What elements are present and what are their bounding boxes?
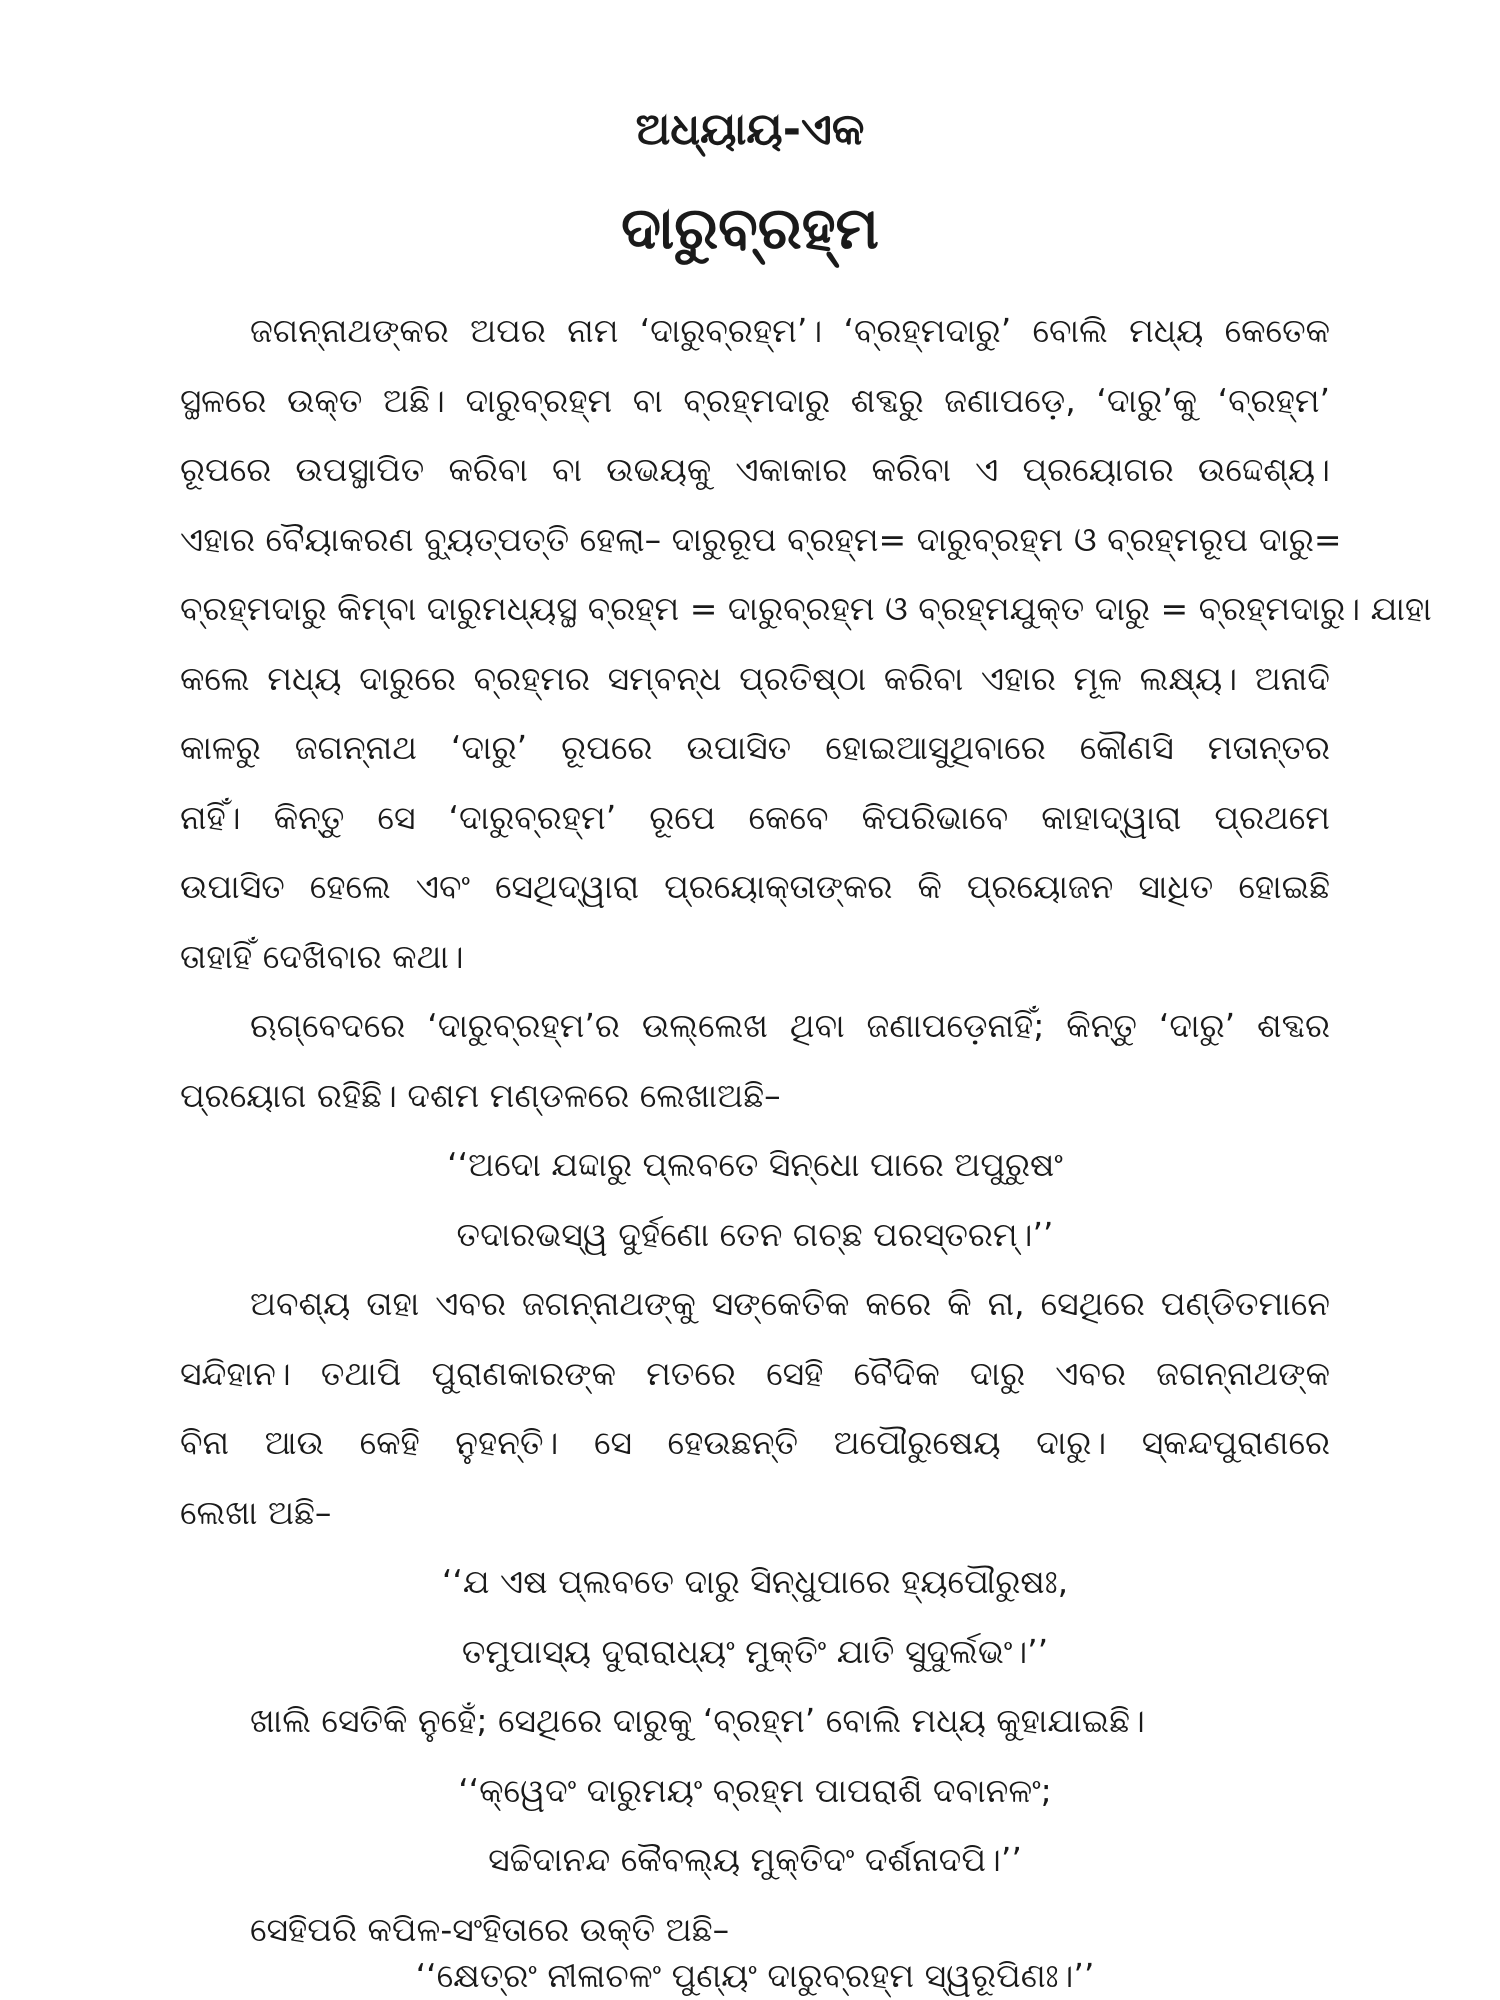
text-line: ଜଗନ୍ନାଥଙ୍କର ଅପର ନାମ ‘ଦାରୁବ୍ରହ୍ମ’। ‘ବ୍ରହ୍ମଦାରୁ’ ବୋଲି ମଧ୍ୟ କେତେକ xyxy=(250,311,1330,350)
text-line: ସେହିପରି କପିଳ-ସଂହିତାରେ ଉକ୍ତି ଅଛି– xyxy=(250,1910,730,1949)
text-line: ସନ୍ଦିହାନ। ତଥାପି ପୁରାଣକାରଙ୍କ ମତରେ ସେହି ବୈଦିକ ଦାରୁ ଏବର ଜଗନ୍ନାଥଙ୍କ xyxy=(180,1354,1330,1393)
chapter-heading: ଅଧ୍ୟାୟ-ଏକ xyxy=(635,104,865,155)
text-line: ବ୍ରହ୍ମଦାରୁ କିମ୍ବା ଦାରୁମଧ୍ୟସ୍ଥ ବ୍ରହ୍ମ = ଦାରୁବ୍ରହ୍ମ ଓ ବ୍ରହ୍ମଯୁକ୍ତ ଦାରୁ = ବ୍ରହ୍ମଦାରୁ। ଯାହା xyxy=(180,589,1432,628)
text-line: ବିନା ଆଉ କେହି ନୁହନ୍ତି। ସେ ହେଉଛନ୍ତି ଅପୌରୁଷେୟ ଦାରୁ। ସ୍କନ୍ଦପୁରାଣରେ xyxy=(180,1423,1330,1462)
text-line: କଲେ ମଧ୍ୟ ଦାରୁରେ ବ୍ରହ୍ମର ସମ୍ବନ୍ଧ ପ୍ରତିଷ୍ଠା କରିବା ଏହାର ମୂଳ ଲକ୍ଷ୍ୟ। ଅନାଦି xyxy=(180,659,1330,698)
page-title: ଦାରୁବ୍ରହ୍ମ xyxy=(621,194,879,262)
text-line: ଖାଲି ସେତିକି ନୁହେଁ; ସେଥିରେ ଦାରୁକୁ ‘ବ୍ରହ୍ମ’ ବୋଲି ମଧ୍ୟ କୁହାଯାଇଛି। xyxy=(250,1701,1145,1740)
verse-line: ‘‘ଯ ଏଷ ପ୍ଲବତେ ଦାରୁ ସିନ୍ଧୁପାରେ ହ୍ୟପୌରୁଷଃ, xyxy=(441,1562,1069,1601)
text-line: ସ୍ଥଳରେ ଉକ୍ତ ଅଛି। ଦାରୁବ୍ରହ୍ମ ବା ବ୍ରହ୍ମଦାରୁ ଶବ୍ଦରୁ ଜଣାପଡ଼େ, ‘ଦାରୁ’କୁ ‘ବ୍ରହ୍ମ’ xyxy=(180,381,1330,420)
verse-line: ‘‘ଅଦୋ ଯଦ୍ଦାରୁ ପ୍ଲବତେ ସିନ୍ଧୋ ପାରେ ଅପୁରୁଷଂ xyxy=(447,1145,1063,1184)
text-line: ଅବଶ୍ୟ ତାହା ଏବର ଜଗନ୍ନାଥଙ୍କୁ ସଙ୍କେତିକ କରେ କି ନା, ସେଥିରେ ପଣ୍ଡିତମାନେ xyxy=(250,1284,1330,1323)
text-line: ନାହିଁ। କିନ୍ତୁ ସେ ‘ଦାରୁବ୍ରହ୍ମ’ ରୂପେ କେବେ କିପରିଭାବେ କାହାଦ୍ୱାରା ପ୍ରଥମେ xyxy=(180,798,1330,837)
verse-line: ସଚ୍ଚିଦାନନ୍ଦ କୈବଲ୍ୟ ମୁକ୍ତିଦଂ ଦର୍ଶନାଦପି।’’ xyxy=(488,1840,1022,1879)
text-line: ଉପାସିତ ହେଲେ ଏବଂ ସେଥିଦ୍ୱାରା ପ୍ରୟୋକ୍ତାଙ୍କର କି ପ୍ରୟୋଜନ ସାଧିତ ହୋଇଛି xyxy=(180,867,1330,906)
text-line: ଲେଖା ଅଛି– xyxy=(180,1493,332,1532)
verse-line: ତମୁପାସ୍ୟ ଦୁରାରାଧ୍ୟଂ ମୁକ୍ତିଂ ଯାତି ସୁଦୁର୍ଲଭଂ।’’ xyxy=(461,1632,1049,1671)
text-line: କାଳରୁ ଜଗନ୍ନାଥ ‘ଦାରୁ’ ରୂପରେ ଉପାସିତ ହୋଇଆସୁଥିବାରେ କୌଣସି ମତାନ୍ତର xyxy=(180,728,1330,767)
text-line: ରୂପରେ ଉପସ୍ଥାପିତ କରିବା ବା ଉଭୟକୁ ଏକାକାର କରିବା ଏ ପ୍ରୟୋଗର ଉଦ୍ଦେଶ୍ୟ। xyxy=(180,450,1330,489)
verse-line: ‘‘କ୍ୱେଦଂ ଦାରୁମୟଂ ବ୍ରହ୍ମ ପାପରାଶି ଦବାନଳଂ; xyxy=(458,1771,1052,1810)
text-line: ଏହାର ବୈୟାକରଣ ବ୍ୟୁତ୍ପତ୍ତି ହେଲା– ଦାରୁରୂପ ବ୍ରହ୍ମ= ଦାରୁବ୍ରହ୍ମ ଓ ବ୍ରହ୍ମରୂପ ଦାରୁ= xyxy=(180,520,1342,559)
verse-line: ତଦାରଭସ୍ୱ ଦୁର୍ହଣୋ ତେନ ଗଚ୍ଛ ପରସ୍ତରମ୍।’’ xyxy=(456,1215,1054,1254)
text-line: ଋଗ୍‌ବେଦରେ ‘ଦାରୁବ୍ରହ୍ମ’ର ଉଲ୍ଲେଖ ଥିବା ଜଣାପଡ଼େନାହିଁ; କିନ୍ତୁ ‘ଦାରୁ’ ଶବ୍ଦର xyxy=(250,1006,1330,1045)
text-line: ପ୍ରୟୋଗ ରହିଛି। ଦଶମ ମଣ୍ଡଳରେ ଲେଖାଅଛି– xyxy=(180,1076,781,1115)
verse-line: ‘‘କ୍ଷେତ୍ରଂ ନୀଳାଚଳଂ ପୁଣ୍ୟଂ ଦାରୁବ୍ରହ୍ମ ସ୍ୱରୂପିଣଃ।’’ xyxy=(415,1956,1095,1995)
text-line: ତାହାହିଁ ଦେଖିବାର କଥା। xyxy=(180,937,464,976)
